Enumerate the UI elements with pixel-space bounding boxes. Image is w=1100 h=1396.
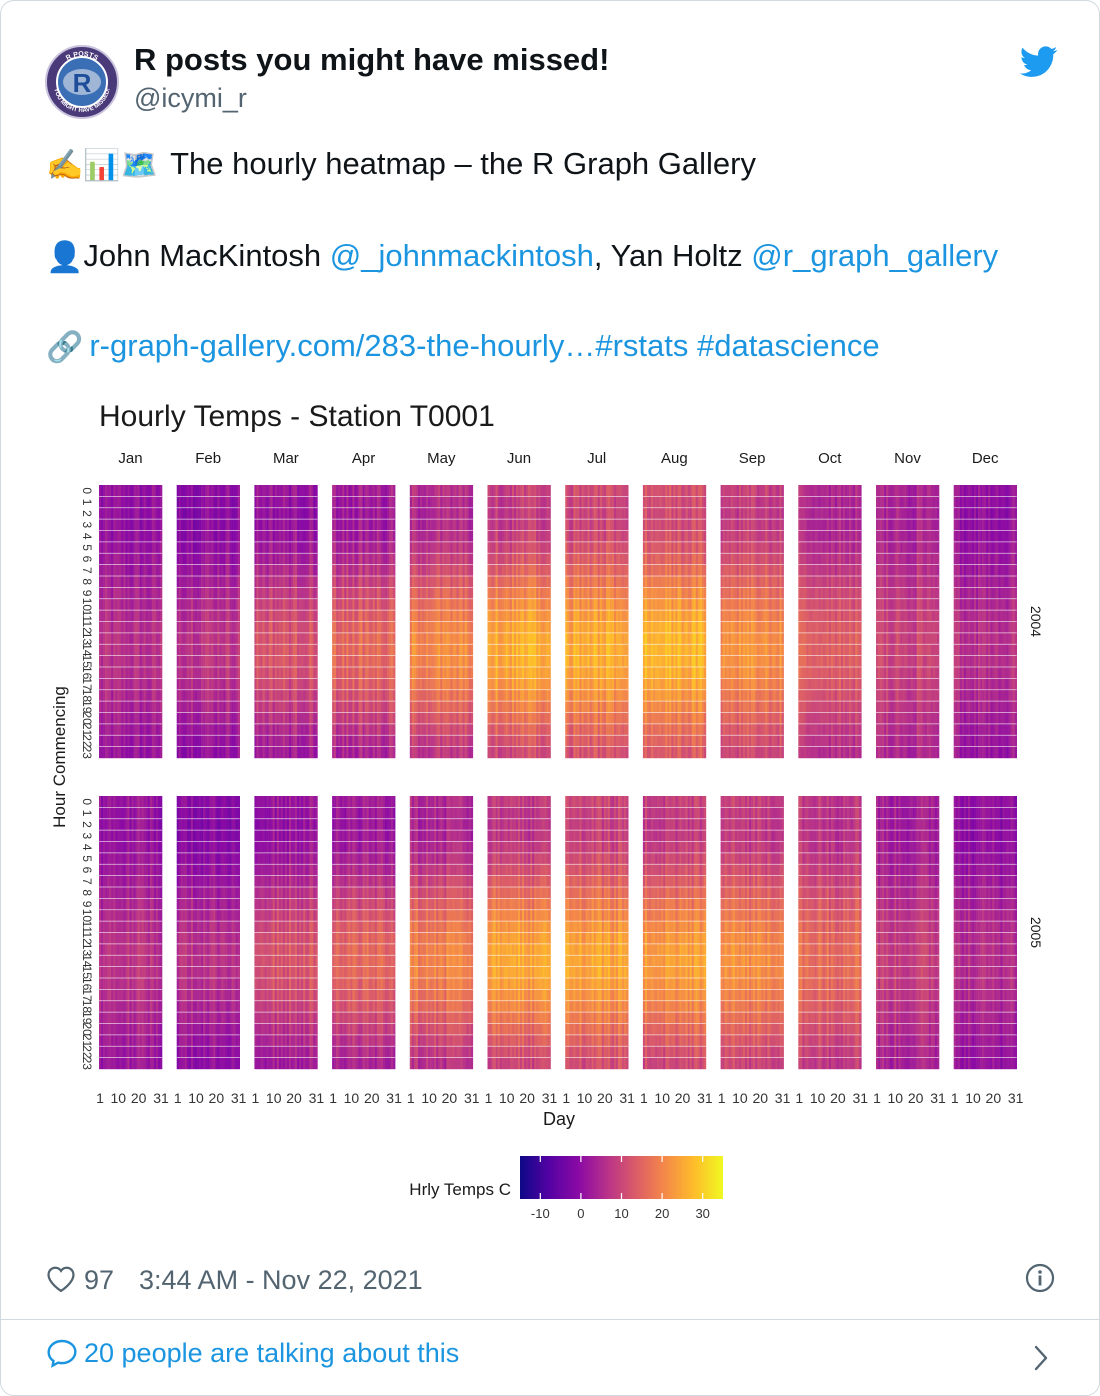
- heatmap-panel-oct-2005[interactable]: [798, 796, 861, 1069]
- person-silhouette-icon: 👤: [46, 241, 84, 275]
- heatmap-panel-feb-2005[interactable]: [177, 796, 240, 1069]
- tweet-timestamp[interactable]: 3:44 AM - Nov 22, 2021: [139, 1265, 423, 1295]
- month-label-jun: Jun: [506, 450, 532, 467]
- author-separator: , Yan Holtz: [593, 238, 743, 273]
- heatmap-panel-jul-2005[interactable]: [565, 796, 628, 1069]
- hour-tick-label: 6: [79, 555, 94, 563]
- month-label-feb: Feb: [195, 450, 222, 467]
- tweet-line-authors: [46, 238, 998, 275]
- chat-bubble-icon: [46, 1338, 78, 1368]
- hour-tick-label: 16: [79, 666, 94, 680]
- hour-tick-label: 20: [79, 1022, 94, 1036]
- day-tick-label: 10: [732, 1090, 748, 1106]
- hour-tick-label: 10: [79, 908, 94, 923]
- day-tick-label: 10: [576, 1090, 593, 1106]
- month-label-oct: Oct: [818, 450, 842, 467]
- heatmap-panel-apr-2005[interactable]: [332, 796, 395, 1069]
- hour-tick-label: 23: [79, 1056, 94, 1070]
- day-tick-label: 20: [907, 1090, 924, 1106]
- heatmap-panel-sep-2004[interactable]: [721, 485, 784, 758]
- legend-tick-label: 30: [695, 1206, 710, 1221]
- day-tick-label: 1: [562, 1090, 571, 1106]
- author-name-1: John MacKintosh: [83, 238, 322, 273]
- day-tick-label: 20: [985, 1090, 1002, 1106]
- hour-tick-label: 18: [79, 999, 94, 1014]
- account-name[interactable]: R posts you might have missed!: [134, 42, 610, 77]
- conversation-link[interactable]: [46, 1338, 459, 1370]
- day-tick-label: 31: [619, 1090, 635, 1106]
- day-tick-label: 31: [541, 1090, 558, 1106]
- conversation-text[interactable]: 20 people are talking about this: [84, 1338, 460, 1368]
- tweet-title-text: The hourly heatmap – the R Graph Gallery: [170, 146, 756, 181]
- like-count[interactable]: 97: [84, 1265, 115, 1295]
- day-tick-label: 20: [519, 1090, 535, 1106]
- month-label-jan: Jan: [118, 450, 143, 467]
- year-label-2004: 2004: [1028, 605, 1044, 638]
- hour-tick-label: 4: [79, 532, 94, 540]
- hour-tick-label: 6: [79, 866, 94, 874]
- hour-tick-label: 19: [79, 700, 94, 714]
- link-chain-icon: 🔗: [46, 331, 84, 365]
- heatmap-panel-apr-2004[interactable]: [332, 485, 395, 758]
- hour-tick-label: 18: [79, 688, 94, 703]
- tweet-line-title: [46, 146, 756, 183]
- hour-tick-label: 4: [79, 843, 94, 851]
- day-tick-label: 20: [208, 1090, 225, 1106]
- hour-tick-label: 17: [79, 988, 94, 1002]
- hour-tick-label: 3: [79, 832, 94, 840]
- heatmap-panel-jan-2005[interactable]: [99, 796, 162, 1069]
- legend-tick-label: -10: [530, 1206, 550, 1221]
- heatmap-panel-may-2004[interactable]: [410, 485, 473, 758]
- month-label-nov: Nov: [894, 450, 921, 467]
- day-tick-label: 20: [674, 1090, 691, 1106]
- hour-tick-label: 8: [79, 889, 94, 897]
- heatmap-panel-jun-2004[interactable]: [488, 485, 551, 758]
- day-tick-label: 1: [251, 1090, 260, 1106]
- hour-tick-label: 14: [79, 643, 94, 657]
- hour-tick-label: 22: [79, 1045, 94, 1059]
- hour-tick-label: 15: [79, 965, 94, 979]
- day-tick-label: 31: [463, 1090, 480, 1106]
- hour-tick-label: 0: [79, 798, 94, 806]
- mention-link-johnmackintosh[interactable]: @_johnmackintosh: [329, 238, 594, 273]
- heatmap-panel-aug-2004[interactable]: [643, 485, 706, 758]
- hour-tick-label: 0: [79, 487, 94, 495]
- chevron-right-icon[interactable]: [1031, 1343, 1051, 1373]
- hour-tick-label: 5: [79, 544, 94, 551]
- info-icon[interactable]: [1025, 1263, 1055, 1293]
- day-tick-label: 1: [96, 1090, 104, 1106]
- hourly-heatmap-chart[interactable]: [41, 386, 1051, 1236]
- day-tick-label: 1: [640, 1090, 648, 1106]
- heatmap-panel-nov-2005[interactable]: [876, 796, 939, 1069]
- heatmap-panel-feb-2004[interactable]: [177, 485, 240, 758]
- hour-tick-label: 11: [79, 920, 94, 934]
- heart-icon[interactable]: [46, 1265, 76, 1293]
- day-tick-label: 20: [286, 1090, 302, 1106]
- month-label-apr: Apr: [351, 450, 376, 467]
- x-axis-label: Day: [542, 1109, 576, 1129]
- month-label-jul: Jul: [587, 450, 607, 467]
- legend-color-bar: [520, 1156, 723, 1199]
- heatmap-panel-aug-2005[interactable]: [643, 796, 706, 1069]
- hour-tick-label: 16: [79, 977, 94, 991]
- article-url-link[interactable]: r-graph-gallery.com/283-the-hourly…: [89, 328, 596, 363]
- day-tick-label: 31: [774, 1090, 791, 1106]
- day-tick-label: 31: [153, 1090, 169, 1106]
- year-label-2005: 2005: [1028, 916, 1044, 949]
- day-tick-label: 20: [830, 1090, 846, 1106]
- hour-tick-label: 1: [79, 809, 94, 817]
- svg-text:R: R: [72, 68, 92, 98]
- day-tick-label: 31: [308, 1090, 325, 1106]
- hour-tick-label: 1: [79, 498, 94, 506]
- day-tick-label: 10: [887, 1090, 904, 1106]
- avatar-logo-icon: [44, 44, 120, 120]
- hour-tick-label: 2: [79, 821, 94, 828]
- tweet-line-link: [46, 328, 880, 365]
- month-label-aug: Aug: [661, 450, 688, 467]
- day-tick-label: 10: [265, 1090, 282, 1106]
- month-label-dec: Dec: [971, 450, 999, 467]
- day-tick-label: 1: [873, 1090, 881, 1106]
- hour-tick-label: 12: [79, 931, 94, 945]
- hour-tick-label: 7: [79, 566, 94, 574]
- day-tick-label: 1: [173, 1090, 182, 1106]
- hour-tick-label: 14: [79, 954, 94, 968]
- day-tick-label: 10: [188, 1090, 204, 1106]
- heatmap-panel-jun-2005[interactable]: [488, 796, 551, 1069]
- day-tick-label: 1: [795, 1090, 804, 1106]
- hour-tick-label: 13: [79, 942, 94, 957]
- hour-tick-label: 15: [79, 654, 94, 668]
- day-tick-label: 1: [950, 1090, 959, 1106]
- month-label-sep: Sep: [738, 450, 766, 467]
- day-tick-label: 1: [717, 1090, 726, 1106]
- hour-tick-label: 17: [79, 677, 94, 691]
- account-handle[interactable]: @icymi_r: [134, 83, 247, 113]
- day-tick-label: 20: [363, 1090, 380, 1106]
- hour-tick-label: 19: [79, 1011, 94, 1025]
- day-tick-label: 1: [406, 1090, 415, 1106]
- hour-tick-label: 12: [79, 620, 94, 634]
- day-tick-label: 31: [697, 1090, 713, 1106]
- twitter-bird-icon[interactable]: [1020, 46, 1058, 78]
- month-label-mar: Mar: [272, 450, 299, 467]
- day-tick-label: 10: [654, 1090, 670, 1106]
- day-tick-label: 20: [130, 1090, 147, 1106]
- day-tick-label: 1: [329, 1090, 338, 1106]
- heatmap-panel-mar-2005[interactable]: [254, 796, 317, 1069]
- day-tick-label: 10: [499, 1090, 515, 1106]
- day-tick-label: 31: [930, 1090, 946, 1106]
- hour-tick-label: 7: [79, 877, 94, 885]
- legend-title: Hrly Temps C: [409, 1180, 511, 1199]
- day-tick-label: 31: [852, 1090, 869, 1106]
- hour-tick-label: 20: [79, 711, 94, 725]
- heatmap-panel-jul-2004[interactable]: [565, 485, 628, 758]
- legend-tick-label: 20: [654, 1206, 670, 1221]
- heatmap-panel-may-2005[interactable]: [410, 796, 473, 1069]
- mention-link-r-graph-gallery[interactable]: @r_graph_gallery: [751, 238, 999, 273]
- day-tick-label: 20: [441, 1090, 458, 1106]
- heatmap-panel-oct-2004[interactable]: [798, 485, 861, 758]
- hour-tick-label: 10: [79, 597, 94, 612]
- heatmap-panel-mar-2004[interactable]: [254, 485, 317, 758]
- legend-tick-label: 0: [577, 1206, 585, 1221]
- hour-tick-label: 11: [79, 609, 94, 623]
- day-tick-label: 10: [110, 1090, 127, 1106]
- hour-tick-label: 9: [79, 589, 94, 597]
- legend-tick-label: 10: [614, 1206, 629, 1221]
- svg-text:R POSTS: R POSTS: [65, 50, 99, 63]
- hour-tick-label: 5: [79, 855, 94, 862]
- heatmap-panel-dec-2005[interactable]: [954, 796, 1017, 1069]
- hour-tick-label: 9: [79, 900, 94, 908]
- day-tick-label: 10: [343, 1090, 360, 1106]
- writing-chart-map-emoji-icon: ✍️📊🗺️: [46, 149, 159, 183]
- day-tick-label: 10: [809, 1090, 826, 1106]
- day-tick-label: 10: [965, 1090, 981, 1106]
- hour-tick-label: 21: [79, 722, 94, 737]
- hour-tick-label: 21: [79, 1033, 94, 1048]
- day-tick-label: 10: [421, 1090, 437, 1106]
- avatar[interactable]: [44, 44, 120, 120]
- hour-tick-label: 2: [79, 510, 94, 517]
- heatmap-panel-nov-2004[interactable]: [876, 485, 939, 758]
- heatmap-panel-dec-2004[interactable]: [954, 485, 1017, 758]
- y-axis-label: Hour Commencing: [50, 686, 69, 828]
- heatmap-panel-jan-2004[interactable]: [99, 485, 162, 758]
- day-tick-label: 31: [1007, 1090, 1024, 1106]
- day-tick-label: 1: [484, 1090, 493, 1106]
- day-tick-label: 31: [386, 1090, 402, 1106]
- svg-text:YOU MIGHT HAVE MISSED!: YOU MIGHT HAVE MISSED!: [52, 87, 112, 115]
- day-tick-label: 20: [752, 1090, 769, 1106]
- chart-title: Hourly Temps - Station T0001: [99, 400, 495, 433]
- hour-tick-label: 8: [79, 578, 94, 586]
- day-tick-label: 20: [597, 1090, 613, 1106]
- month-label-may: May: [427, 450, 456, 467]
- hour-tick-label: 23: [79, 745, 94, 759]
- hashtag-links[interactable]: #rstats #datascience: [595, 328, 880, 363]
- hour-tick-label: 3: [79, 521, 94, 529]
- heatmap-panel-sep-2005[interactable]: [721, 796, 784, 1069]
- day-tick-label: 31: [230, 1090, 247, 1106]
- hour-tick-label: 22: [79, 734, 94, 748]
- hour-tick-label: 13: [79, 631, 94, 646]
- footer-divider: [1, 1319, 1099, 1320]
